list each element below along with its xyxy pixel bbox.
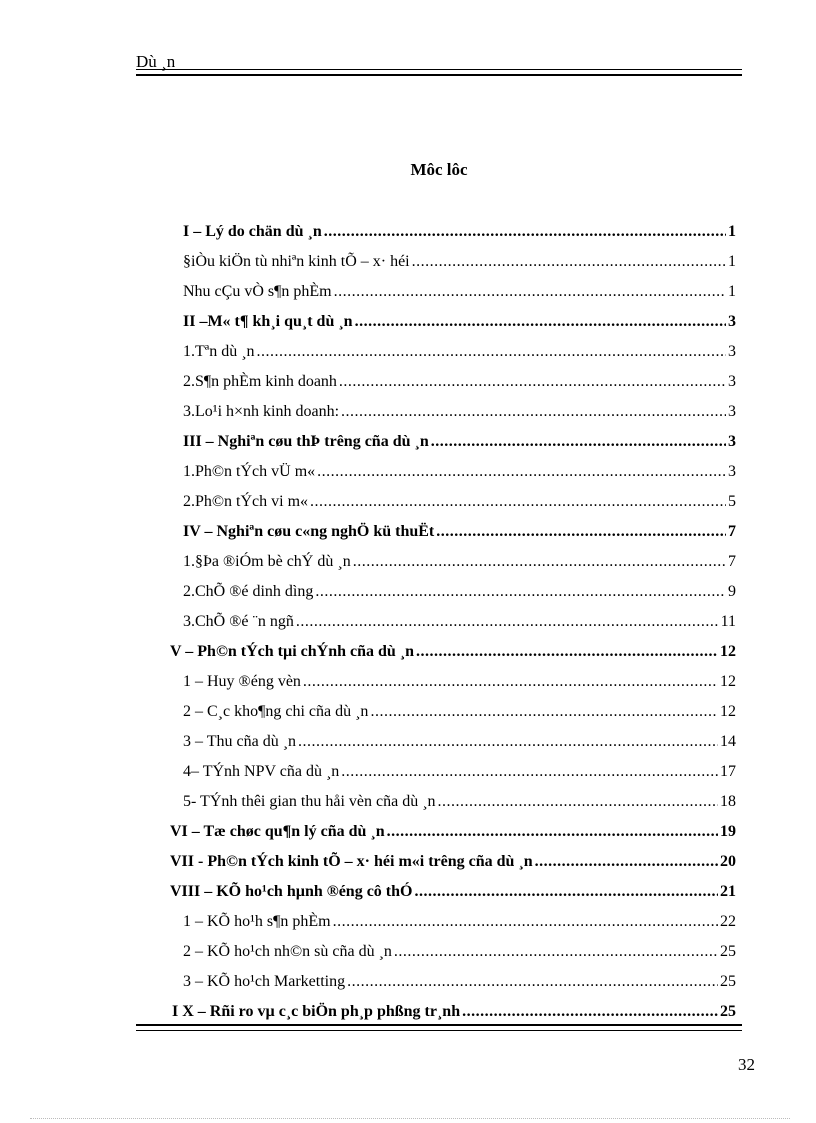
toc-leader-dots bbox=[315, 583, 726, 601]
toc-entry-page: 20 bbox=[720, 853, 736, 870]
toc-entry-page: 21 bbox=[720, 883, 736, 900]
toc-entry bbox=[183, 763, 736, 785]
toc-entry bbox=[183, 403, 736, 425]
toc-leader-dots bbox=[334, 283, 726, 301]
toc-entry-label: 2.Ph©n tÝch vi m« bbox=[183, 493, 309, 510]
toc-entry bbox=[183, 343, 736, 365]
toc-entry-page: 25 bbox=[720, 973, 736, 990]
page-edge bbox=[30, 1118, 790, 1119]
toc-entry-page: 19 bbox=[720, 823, 736, 840]
toc-entry-label: 4– TÝnh NPV cña dù ¸n bbox=[183, 763, 340, 780]
toc-entry bbox=[170, 883, 736, 905]
toc-entry bbox=[183, 613, 736, 635]
toc-entry-label: I X – Rñi ro vµ c¸c biÖn ph¸p phßng tr¸nh bbox=[172, 1003, 461, 1020]
toc-leader-dots bbox=[298, 733, 718, 751]
toc-entry-label: VI – Tæ chøc qu¶n lý cña dù ¸n bbox=[170, 823, 385, 840]
toc-leader-dots bbox=[412, 253, 726, 271]
toc-entry-page: 1 bbox=[728, 253, 736, 270]
toc-entry-page: 12 bbox=[720, 703, 736, 720]
toc-leader-dots bbox=[341, 403, 726, 421]
toc-entry bbox=[183, 463, 736, 485]
toc-entry-page: 25 bbox=[720, 943, 736, 960]
toc-leader-dots bbox=[353, 553, 726, 571]
toc-entry bbox=[170, 853, 736, 875]
toc-entry bbox=[183, 553, 736, 575]
toc-entry-page: 3 bbox=[728, 433, 736, 450]
toc-entry-page: 3 bbox=[728, 463, 736, 480]
toc-entry-label: II –M« t¶ kh¸i qu¸t dù ¸n bbox=[183, 313, 353, 330]
toc-entry-label: 3 – Thu cña dù ¸n bbox=[183, 733, 297, 750]
toc-entry bbox=[183, 313, 736, 335]
toc-entry bbox=[183, 673, 736, 695]
toc-leader-dots bbox=[414, 883, 718, 901]
toc-entry-page: 5 bbox=[728, 493, 736, 510]
toc-entry-page: 3 bbox=[728, 403, 736, 420]
toc-entry-page: 18 bbox=[720, 793, 736, 810]
toc-entry-page: 11 bbox=[720, 613, 736, 630]
toc-entry bbox=[183, 223, 736, 245]
toc-entry bbox=[183, 433, 736, 455]
running-header: Dù ¸n bbox=[136, 52, 176, 71]
toc-leader-dots bbox=[436, 523, 726, 541]
toc-leader-dots bbox=[370, 703, 718, 721]
toc-leader-dots bbox=[339, 373, 726, 391]
toc-entry-page: 12 bbox=[720, 643, 736, 660]
toc-leader-dots bbox=[416, 643, 718, 661]
toc-leader-dots bbox=[296, 613, 719, 631]
toc-entry-page: 3 bbox=[728, 373, 736, 390]
toc-entry bbox=[183, 703, 736, 725]
toc-entry-label: V – Ph©n tÝch tµi chÝnh cña dù ¸n bbox=[170, 643, 415, 660]
toc-leader-dots bbox=[535, 853, 718, 871]
toc-leader-dots bbox=[324, 223, 726, 241]
toc-entry-page: 7 bbox=[728, 553, 736, 570]
toc-entry-page: 9 bbox=[728, 583, 736, 600]
toc-leader-dots bbox=[333, 913, 718, 931]
toc-entry-label: I – Lý do chän dù ¸n bbox=[183, 223, 322, 240]
toc-leader-dots bbox=[303, 673, 718, 691]
toc-entry bbox=[183, 943, 736, 965]
toc-entry-label: 3.Lo¹i h×nh kinh doanh: bbox=[183, 403, 340, 420]
toc-entry-page: 7 bbox=[728, 523, 736, 540]
toc-leader-dots bbox=[355, 313, 726, 331]
toc-leader-dots bbox=[347, 973, 718, 991]
toc-entry-page: 25 bbox=[720, 1003, 736, 1020]
toc-entry bbox=[170, 823, 736, 845]
toc-entry-page: 17 bbox=[720, 763, 736, 780]
toc-entry-page: 12 bbox=[720, 673, 736, 690]
toc-entry bbox=[170, 643, 736, 665]
toc-leader-dots bbox=[341, 763, 718, 781]
toc-entry-label: 2.ChÕ ®é dinh dìng bbox=[183, 583, 314, 600]
toc-leader-dots bbox=[438, 793, 718, 811]
toc-entry-label: Nhu cÇu vÒ s¶n phÈm bbox=[183, 283, 332, 300]
page-title: Môc lôc bbox=[410, 160, 468, 179]
toc-entry-label: §iÒu kiÖn tù nhiªn kinh tÕ – x· héi bbox=[183, 253, 410, 270]
toc-entry bbox=[183, 973, 736, 995]
toc-entry-label: 1 – KÕ ho¹h s¶n phÈm bbox=[183, 913, 331, 930]
toc-entry-label: 5- TÝnh thêi gian thu håi vèn cña dù ¸n bbox=[183, 793, 436, 810]
toc-entry bbox=[183, 373, 736, 395]
toc-entry-label: 3 – KÕ ho¹ch Marketting bbox=[183, 973, 346, 990]
toc-entry-label: VIII – KÕ ho¹ch hµnh ®éng cô thÓ bbox=[170, 883, 413, 900]
toc-leader-dots bbox=[310, 493, 726, 511]
toc-entry bbox=[183, 583, 736, 605]
toc-entry-label: 2.S¶n phÈm kinh doanh bbox=[183, 373, 337, 390]
toc-entry-page: 3 bbox=[728, 343, 736, 360]
toc-entry bbox=[172, 1003, 736, 1025]
toc-entry bbox=[183, 283, 736, 305]
toc-entry-label: III – Nghiªn cøu thÞ trêng cña dù ¸n bbox=[183, 433, 429, 450]
toc-entry-label: 2 – C¸c kho¶ng chi cña dù ¸n bbox=[183, 703, 369, 720]
toc-entry-label: 2 – KÕ ho¹ch nh©n sù cña dù ¸n bbox=[183, 943, 392, 960]
toc-entry-label: VII - Ph©n tÝch kinh tÕ – x· héi m«i trêng cña dù ¸n bbox=[170, 853, 533, 870]
footer-rule bbox=[136, 1024, 742, 1031]
toc-entry-page: 14 bbox=[720, 733, 736, 750]
toc-leader-dots bbox=[257, 343, 726, 361]
page-number: 32 bbox=[738, 1055, 755, 1074]
toc-entry-label: IV – Nghiªn cøu c«ng nghÖ kü thuËt bbox=[183, 523, 435, 540]
toc-entry-label: 1.Tªn dù ¸n bbox=[183, 343, 255, 360]
toc-leader-dots bbox=[431, 433, 726, 451]
toc-entry-label: 1 – Huy ®éng vèn bbox=[183, 673, 301, 690]
toc-entry-page: 3 bbox=[728, 313, 736, 330]
toc-entry-label: 1.Ph©n tÝch vÜ m« bbox=[183, 463, 316, 480]
toc-leader-dots bbox=[387, 823, 718, 841]
toc-leader-dots bbox=[462, 1003, 718, 1021]
toc-entry-page: 1 bbox=[728, 283, 736, 300]
toc-leader-dots bbox=[394, 943, 718, 961]
toc-entry-page: 1 bbox=[728, 223, 736, 240]
toc-entry-label: 3.ChÕ ®é ¨n ngñ bbox=[183, 613, 294, 630]
toc-entry-label: 1.§Þa ®iÓm bè chÝ dù ¸n bbox=[183, 553, 351, 570]
toc-entry-page: 22 bbox=[720, 913, 736, 930]
toc-entry bbox=[183, 523, 736, 545]
toc-entry bbox=[183, 793, 736, 815]
toc-entry bbox=[183, 913, 736, 935]
header-rule bbox=[136, 69, 742, 76]
toc-entry bbox=[183, 493, 736, 515]
toc-entry bbox=[183, 253, 736, 275]
toc-leader-dots bbox=[317, 463, 726, 481]
toc-entry bbox=[183, 733, 736, 755]
